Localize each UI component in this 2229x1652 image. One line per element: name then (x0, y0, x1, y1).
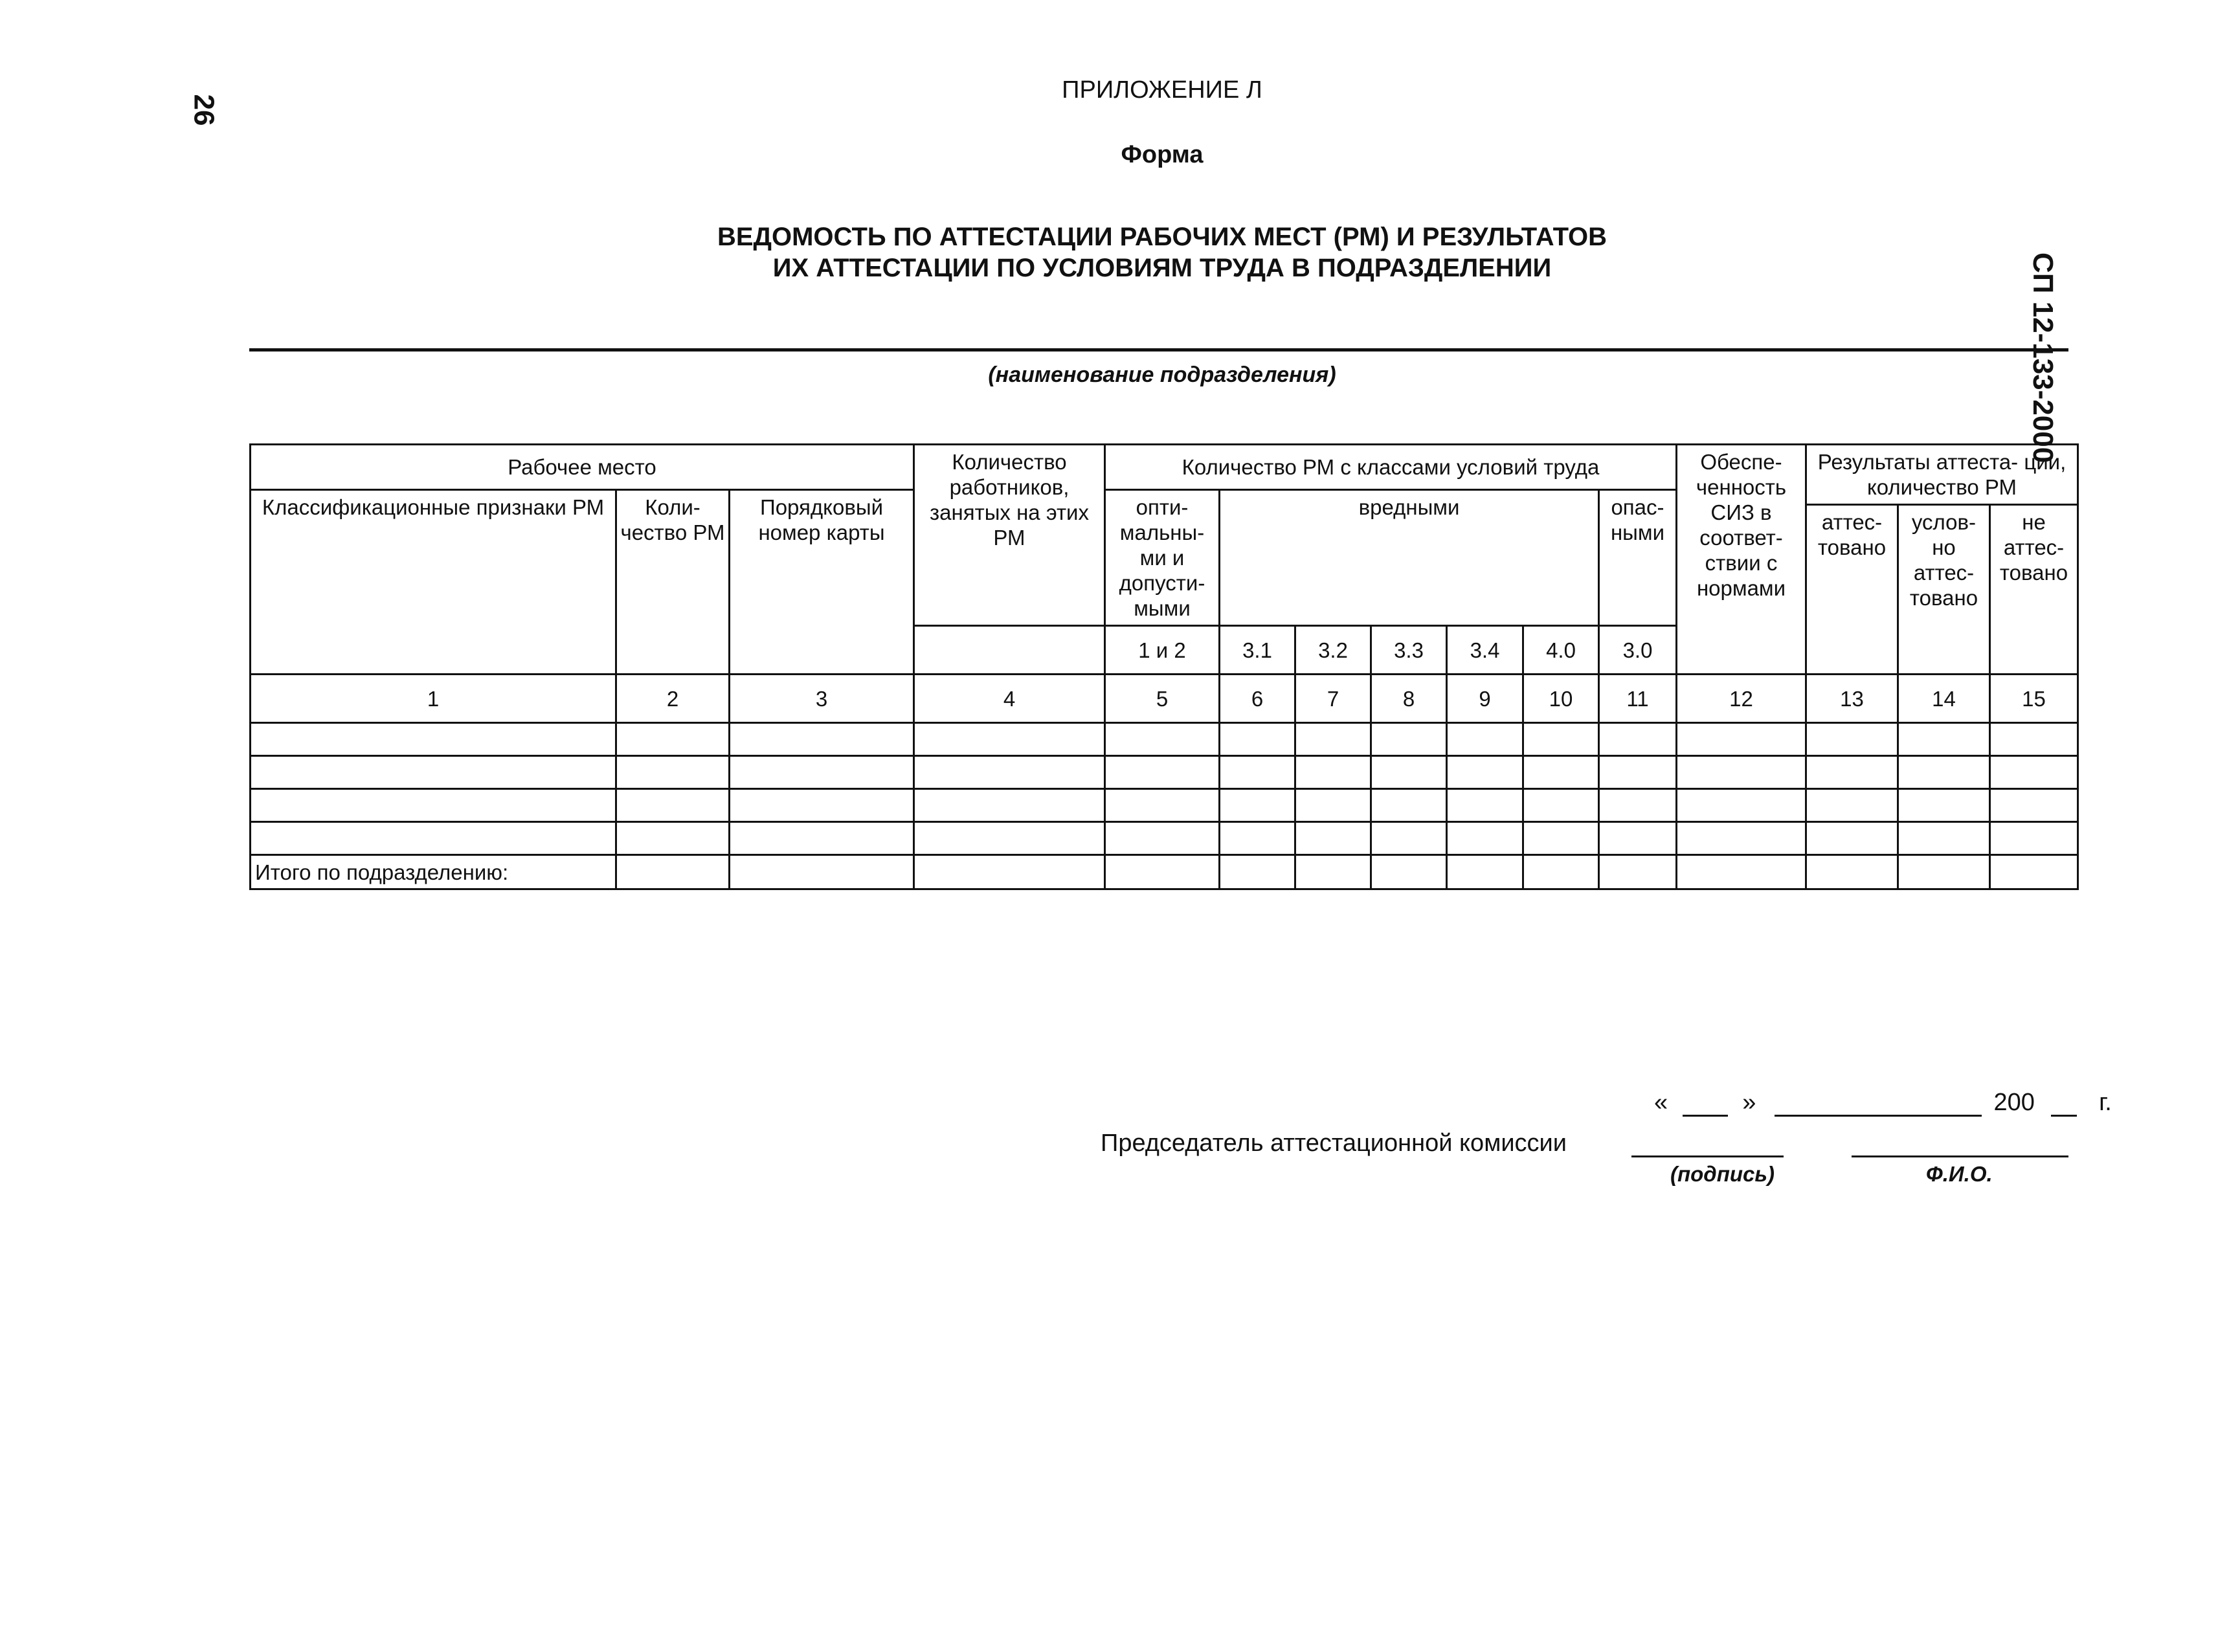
table-cell[interactable] (1105, 822, 1220, 855)
signature-line[interactable] (1631, 1155, 1784, 1157)
column-number: 6 (1220, 675, 1295, 723)
column-number: 9 (1447, 675, 1523, 723)
table-cell[interactable] (1220, 855, 1295, 889)
table-cell[interactable] (251, 789, 616, 822)
table-cell[interactable] (914, 723, 1105, 756)
document-title (0, 221, 2229, 284)
workplace-header: Рабочее место (251, 445, 914, 490)
table-cell[interactable] (1990, 789, 2078, 822)
class-code: 3.0 (1599, 626, 1677, 675)
table-row (251, 723, 2078, 756)
table-cell[interactable] (616, 855, 730, 889)
table-cell[interactable] (1677, 789, 1806, 822)
division-name-line (249, 348, 2068, 352)
table-cell[interactable] (251, 723, 616, 756)
year-prefix: 200 (1993, 1089, 2035, 1116)
table-cell[interactable] (1898, 723, 1990, 756)
signature-caption: (подпись) (1670, 1162, 1775, 1186)
day-blank[interactable] (1683, 1093, 1728, 1117)
attestation-table (249, 443, 2078, 890)
table-cell[interactable] (1599, 723, 1677, 756)
table-cell[interactable] (1295, 756, 1371, 789)
table-cell[interactable] (1523, 756, 1599, 789)
table-row (251, 789, 2078, 822)
fio-line[interactable] (1852, 1155, 2068, 1157)
column-number: 12 (1677, 675, 1806, 723)
table-cell[interactable] (1371, 855, 1447, 889)
optimal-header: опти- мальны- ми и допусти- мыми (1105, 490, 1220, 626)
quantity-header: Коли- чество РМ (616, 490, 730, 675)
table-cell[interactable] (1990, 723, 2078, 756)
total-label: Итого по подразделению: (251, 855, 616, 889)
division-caption: (наименование подразделения) (988, 363, 1336, 387)
table-cell[interactable] (1447, 723, 1523, 756)
table-cell[interactable] (1371, 789, 1447, 822)
column-number: 15 (1990, 675, 2078, 723)
table-cell[interactable] (1806, 855, 1898, 889)
table-cell[interactable] (1105, 756, 1220, 789)
table-cell[interactable] (1599, 855, 1677, 889)
table-cell[interactable] (1220, 789, 1295, 822)
table-cell[interactable] (730, 723, 914, 756)
table-cell[interactable] (1898, 822, 1990, 855)
table-cell[interactable] (1523, 822, 1599, 855)
column-number: 11 (1599, 675, 1677, 723)
column-number: 1 (251, 675, 616, 723)
class-code: 3.1 (1220, 626, 1295, 675)
table-cell[interactable] (1447, 789, 1523, 822)
table-cell[interactable] (1806, 789, 1898, 822)
year-blank[interactable] (2051, 1093, 2077, 1117)
table-cell[interactable] (1599, 756, 1677, 789)
table-cell[interactable] (1990, 822, 2078, 855)
column-number: 5 (1105, 675, 1220, 723)
table-cell[interactable] (251, 756, 616, 789)
column-number: 2 (616, 675, 730, 723)
table-cell[interactable] (1806, 822, 1898, 855)
table-cell[interactable] (1599, 789, 1677, 822)
table-cell[interactable] (1295, 855, 1371, 889)
table-cell[interactable] (1220, 723, 1295, 756)
column-number: 7 (1295, 675, 1371, 723)
table-cell[interactable] (1447, 855, 1523, 889)
table-cell[interactable] (730, 789, 914, 822)
class-code: 3.3 (1371, 626, 1447, 675)
card-number-header: Порядковый номер карты (730, 490, 914, 675)
table-cell[interactable] (1677, 855, 1806, 889)
table-cell[interactable] (914, 855, 1105, 889)
appendix-label: ПРИЛОЖЕНИЕ Л (1062, 76, 1262, 104)
harmful-header: вредными (1220, 490, 1599, 626)
table-cell[interactable] (1677, 723, 1806, 756)
table-cell[interactable] (730, 822, 914, 855)
column-number: 3 (730, 675, 914, 723)
table-cell[interactable] (1371, 756, 1447, 789)
dangerous-header: опас- ными (1599, 490, 1677, 626)
column-number: 10 (1523, 675, 1599, 723)
date-line (1654, 1089, 2112, 1117)
table-cell[interactable] (1371, 723, 1447, 756)
rm-by-class-header: Количество РМ с классами условий труда (1105, 445, 1677, 490)
table-row (251, 822, 2078, 855)
table-cell[interactable] (1523, 723, 1599, 756)
table-cell[interactable] (914, 789, 1105, 822)
page-number: 26 (188, 94, 220, 126)
table-cell[interactable] (1898, 855, 1990, 889)
results-header: Результаты аттеста- ции, количество РМ (1806, 445, 2078, 505)
quote-close: » (1742, 1089, 1756, 1116)
table-cell[interactable] (1295, 822, 1371, 855)
table-cell[interactable] (616, 756, 730, 789)
form-label: Форма (1121, 141, 1204, 168)
conditional-header: услов- но аттес- товано (1898, 505, 1990, 675)
month-blank[interactable] (1775, 1093, 1982, 1117)
column-number-row (251, 675, 2078, 723)
table-cell[interactable] (251, 822, 616, 855)
table-cell[interactable] (914, 822, 1105, 855)
workers-count-tail (914, 626, 1105, 675)
classification-header: Классификационные признаки РМ (251, 490, 616, 675)
attestation-grid (249, 443, 2079, 890)
chairman-label: Председатель аттестационной комиссии (1101, 1130, 1567, 1157)
table-cell[interactable] (616, 789, 730, 822)
class-code: 3.2 (1295, 626, 1371, 675)
table-cell[interactable] (1990, 756, 2078, 789)
table-cell[interactable] (1105, 855, 1220, 889)
table-cell[interactable] (1447, 822, 1523, 855)
table-cell[interactable] (730, 855, 914, 889)
table-cell[interactable] (616, 822, 730, 855)
table-cell[interactable] (1105, 723, 1220, 756)
table-cell[interactable] (1898, 756, 1990, 789)
table-cell[interactable] (1220, 756, 1295, 789)
table-cell[interactable] (616, 723, 730, 756)
column-number: 14 (1898, 675, 1990, 723)
fio-caption: Ф.И.О. (1926, 1162, 1993, 1186)
table-cell[interactable] (730, 756, 914, 789)
workers-count-header: Количество работников, занятых на этих РМ (914, 445, 1105, 626)
column-number: 8 (1371, 675, 1447, 723)
table-cell[interactable] (1523, 855, 1599, 889)
quote-open: « (1654, 1089, 1668, 1116)
table-cell[interactable] (1806, 723, 1898, 756)
document-code: СП 12-133-2000 (2027, 252, 2059, 463)
table-cell[interactable] (914, 756, 1105, 789)
table-cell[interactable] (1898, 789, 1990, 822)
class-code: 3.4 (1447, 626, 1523, 675)
table-cell[interactable] (1677, 822, 1806, 855)
class-code: 1 и 2 (1105, 626, 1220, 675)
ppe-header: Обеспе- ченность СИЗ в соответ- ствии с нормами (1677, 445, 1806, 675)
certified-header: аттес- товано (1806, 505, 1898, 675)
table-cell[interactable] (1295, 789, 1371, 822)
year-suffix: г. (2099, 1089, 2112, 1116)
table-cell[interactable] (1599, 822, 1677, 855)
table-cell[interactable] (1371, 822, 1447, 855)
table-cell[interactable] (1105, 789, 1220, 822)
table-cell[interactable] (1447, 756, 1523, 789)
table-cell[interactable] (1677, 756, 1806, 789)
column-number: 13 (1806, 675, 1898, 723)
title-line-1: ВЕДОМОСТЬ ПО АТТЕСТАЦИИ РАБОЧИХ МЕСТ (РМ) И РЕЗУЛЬТАТОВ (717, 223, 1607, 251)
table-cell[interactable] (1220, 822, 1295, 855)
table-cell[interactable] (1295, 723, 1371, 756)
column-number: 4 (914, 675, 1105, 723)
table-row (251, 756, 2078, 789)
total-row (251, 855, 2078, 889)
table-cell[interactable] (1990, 855, 2078, 889)
table-cell[interactable] (1523, 789, 1599, 822)
not-certified-header: не аттес- товано (1990, 505, 2078, 675)
table-cell[interactable] (1806, 756, 1898, 789)
title-line-2: ИХ АТТЕСТАЦИИ ПО УСЛОВИЯМ ТРУДА В ПОДРАЗДЕЛЕНИИ (772, 254, 1552, 282)
class-code: 4.0 (1523, 626, 1599, 675)
